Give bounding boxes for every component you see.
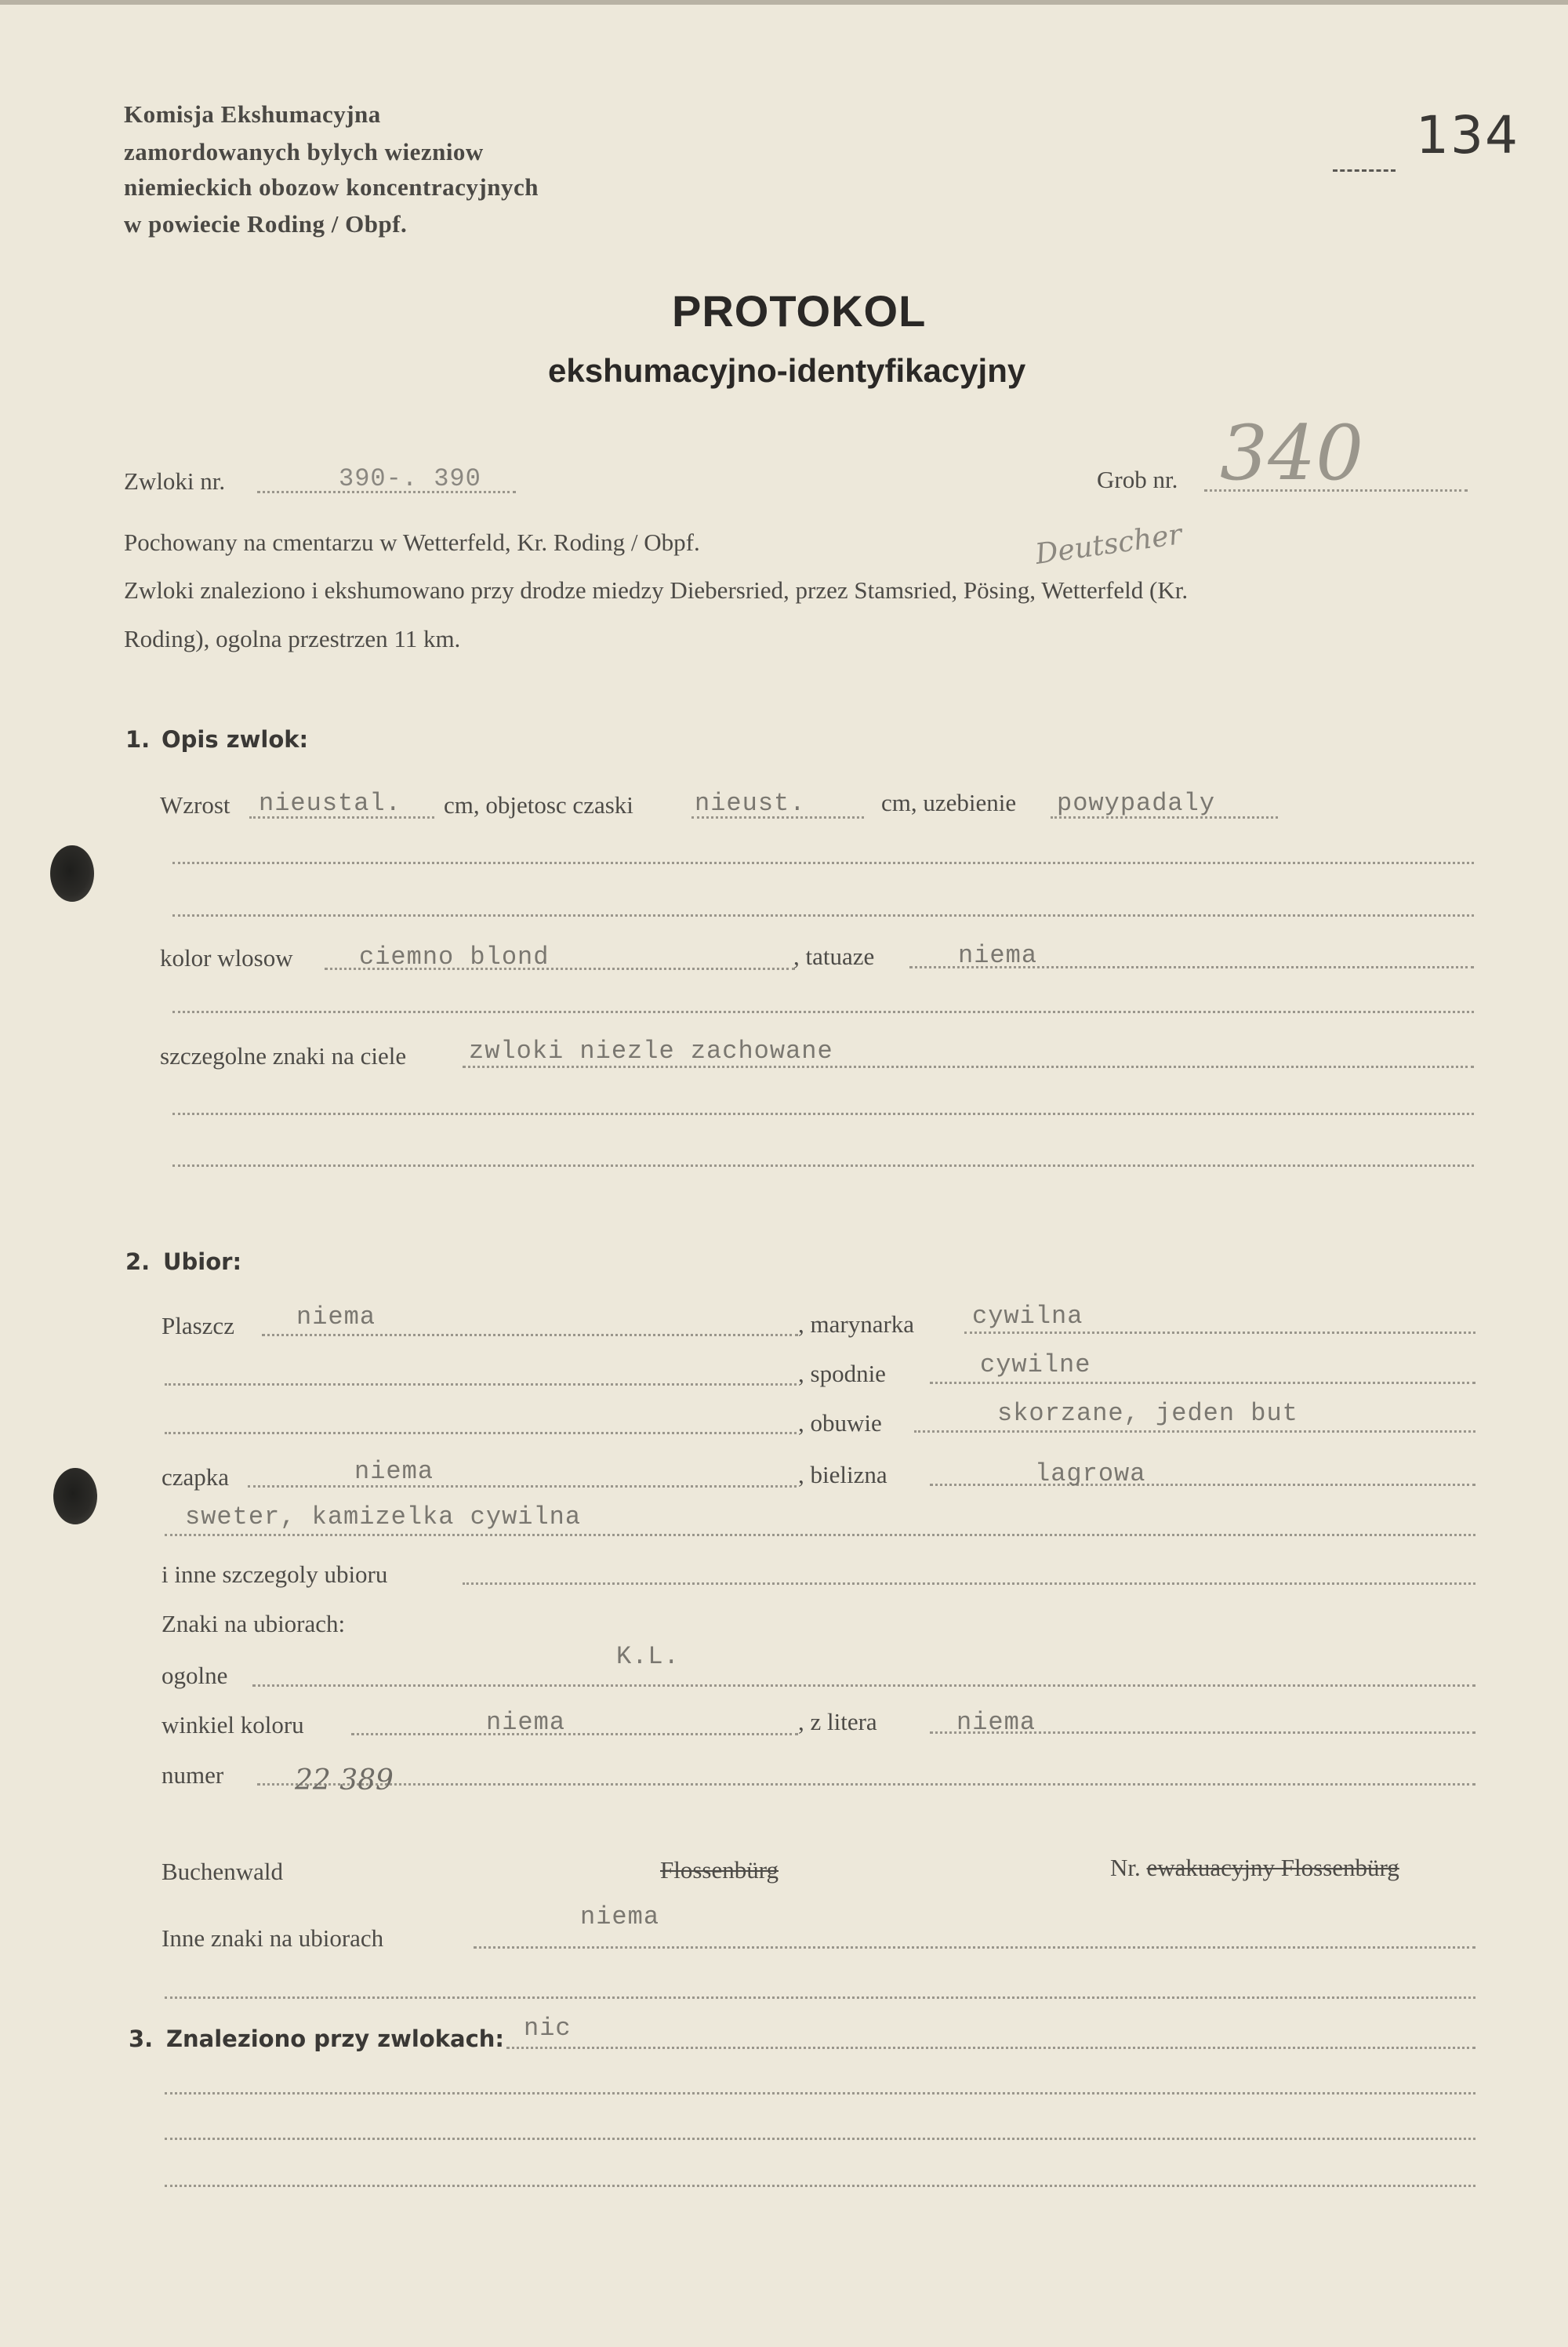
bielizna-line: [930, 1484, 1475, 1486]
czapka-label: czapka: [162, 1463, 230, 1491]
extra-clothing-value: sweter, kamizelka cywilna: [185, 1502, 582, 1531]
document-subtitle: ekshumacyjno-identyfikacyjny: [548, 352, 1026, 389]
znaki-label: szczegolne znaki na ciele: [160, 1042, 407, 1070]
marynarka-value: cywilna: [972, 1302, 1083, 1331]
spodnie-value: cywilne: [980, 1350, 1091, 1379]
page-number: 134: [1416, 105, 1519, 165]
znaki-value: zwloki niezle zachowane: [469, 1037, 833, 1066]
tatuaze-label: , tatuaze: [793, 943, 875, 970]
section3-value: nic: [524, 2014, 572, 2043]
blank-line: [165, 1432, 797, 1434]
uzebienie-label: cm, uzebienie: [881, 789, 1017, 816]
blank-line: [172, 914, 1474, 917]
ogolne-value: K.L.: [616, 1642, 680, 1671]
blank-line: [165, 1996, 1475, 1999]
uzebienie-value: powypadaly: [1057, 789, 1216, 818]
obuwie-line: [914, 1430, 1475, 1433]
czapka-line: [248, 1485, 797, 1488]
bielizna-label: , bielizna: [798, 1461, 887, 1488]
section1-number: 1.: [125, 726, 151, 753]
litera-label: , z litera: [798, 1708, 877, 1735]
inne-znaki-line: [474, 1946, 1475, 1949]
blank-line: [172, 1113, 1474, 1115]
blank-line: [172, 1164, 1474, 1167]
punch-hole: [53, 1468, 97, 1524]
znaki-ubiorach-label: Znaki na ubiorach:: [162, 1610, 346, 1637]
znaki-line: [463, 1066, 1474, 1068]
marynarka-label: , marynarka: [798, 1310, 915, 1338]
blank-line: [172, 1011, 1474, 1013]
blank-line: [165, 1383, 797, 1386]
commission-line-4: w powiecie Roding / Obpf.: [124, 210, 408, 238]
grob-value: 340: [1220, 409, 1364, 497]
plaszcz-line: [262, 1334, 798, 1336]
winkiel-value: niema: [486, 1708, 566, 1737]
nr-ewakuacyjny-struck: ewakuacyjny Flossenbürg: [1146, 1854, 1399, 1881]
spodnie-label: , spodnie: [798, 1360, 886, 1387]
inne-znaki-value: niema: [580, 1902, 660, 1931]
winkiel-label: winkiel koloru: [162, 1711, 304, 1738]
litera-value: niema: [956, 1708, 1036, 1737]
objetosc-label: cm, objetosc czaski: [444, 791, 633, 819]
plaszcz-label: Plaszcz: [162, 1312, 234, 1339]
section3-line: [506, 2047, 1475, 2049]
zwloki-value: 390-. 390: [339, 464, 481, 493]
czaska-value: nieust.: [695, 789, 806, 818]
wzrost-value: nieustal.: [259, 789, 401, 818]
blank-line: [165, 2092, 1475, 2094]
ogolne-label: ogolne: [162, 1662, 228, 1689]
plaszcz-value: niema: [296, 1302, 376, 1332]
inne-szczegoly-line: [463, 1582, 1475, 1585]
grob-label: Grob nr.: [1097, 466, 1178, 493]
obuwie-value: skorzane, jeden but: [997, 1399, 1298, 1428]
tatuaze-value: niema: [958, 941, 1038, 970]
zwloki-label: Zwloki nr.: [124, 467, 226, 495]
commission-line-1: Komisja Ekshumacyjna: [124, 100, 381, 128]
numer-label: numer: [162, 1761, 224, 1789]
blank-line: [165, 2138, 1475, 2140]
page-number-mark: [1333, 169, 1396, 172]
numer-value: 22 389: [295, 1764, 394, 1797]
document-title: PROTOKOL: [672, 286, 927, 336]
commission-line-2: zamordowanych bylych wiezniow: [124, 138, 484, 165]
kolor-value: ciemno blond: [359, 943, 550, 972]
buchenwald-label: Buchenwald: [162, 1858, 283, 1885]
bielizna-value: lagrowa: [1035, 1459, 1146, 1488]
spodnie-line: [930, 1382, 1475, 1384]
section1-title: Opis zwlok:: [162, 726, 309, 753]
found-line-1: Zwloki znaleziono i ekshumowano przy drodze miedzy Diebersried, przez Stamsried, Pösing, Wetterfeld (Kr.: [124, 576, 1189, 604]
section3-number: 3.: [129, 2025, 154, 2052]
ogolne-line: [252, 1684, 1475, 1687]
numer-line: [257, 1783, 1475, 1786]
blank-line: [165, 2185, 1475, 2187]
blank-line: [172, 862, 1474, 864]
blank-line: [165, 1534, 1475, 1536]
section2-number: 2.: [125, 1248, 151, 1275]
kolor-label: kolor wlosow: [160, 944, 293, 972]
punch-hole: [50, 845, 94, 902]
obuwie-label: , obuwie: [798, 1409, 882, 1437]
czapka-value: niema: [354, 1457, 434, 1486]
section3-title: Znaleziono przy zwlokach:: [166, 2025, 505, 2052]
marynarka-line: [964, 1332, 1475, 1334]
inne-znaki-label: Inne znaki na ubiorach: [162, 1924, 384, 1952]
section2-title: Ubior:: [163, 1248, 242, 1275]
found-line-2: Roding), ogolna przestrzen 11 km.: [124, 625, 461, 652]
buried-line: Pochowany na cmentarzu w Wetterfeld, Kr. Roding / Obpf.: [124, 529, 700, 556]
flossenburg-label: Flossenbürg: [660, 1856, 779, 1884]
margin-note: Deutscher: [1033, 518, 1185, 571]
inne-szczegoly-label: i inne szczegoly ubioru: [162, 1560, 388, 1588]
wzrost-label: Wzrost: [160, 791, 230, 819]
nr-ewakuacyjny-label: Nr. ewakuacyjny Flossenbürg: [1110, 1854, 1399, 1881]
winkiel-line: [351, 1733, 798, 1735]
commission-line-3: niemieckich obozow koncentracyjnych: [124, 173, 539, 201]
